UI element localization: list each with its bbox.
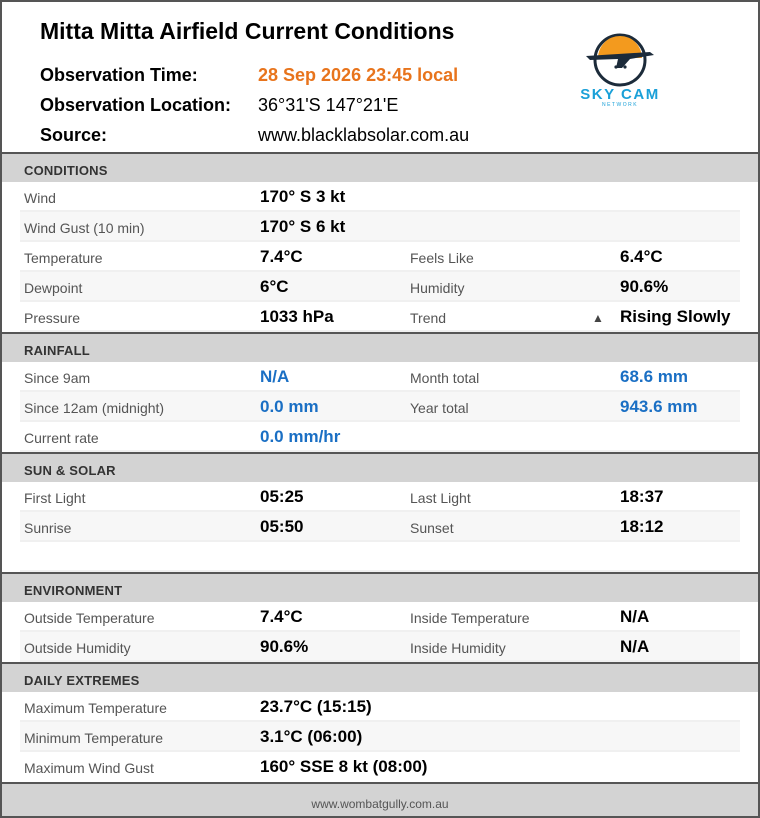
since-9am-value: N/A (260, 367, 290, 386)
row-wind (20, 182, 740, 212)
observation-time-label: Observation Time: (40, 65, 198, 85)
min-temperature-label: Minimum Temperature (24, 730, 164, 746)
row-current-rate (20, 422, 740, 452)
feels-like-value: 6.4°C (620, 247, 663, 266)
observation-location-value: 36°31'S 147°21'E (258, 95, 399, 115)
row-max-temperature (20, 692, 740, 722)
min-temperature-value: 3.1°C (06:00) (260, 727, 363, 746)
year-total-value: 943.6 mm (620, 397, 698, 416)
row-first-light (20, 482, 740, 512)
row-since-9am (20, 362, 740, 392)
max-temperature-label: Maximum Temperature (24, 700, 167, 716)
first-light-label: First Light (24, 490, 86, 506)
row-empty (20, 542, 740, 572)
outside-humidity-label: Outside Humidity (24, 640, 131, 656)
row-temperature (20, 242, 740, 272)
inside-temperature-value: N/A (620, 607, 650, 626)
row-pressure (20, 302, 740, 332)
page-footer (2, 782, 758, 816)
first-light-value: 05:25 (260, 487, 304, 506)
dewpoint-value: 6°C (260, 277, 289, 296)
wind-value: 170° S 3 kt (260, 187, 346, 206)
section-daily-extremes (2, 662, 758, 692)
last-light-value: 18:37 (620, 487, 664, 506)
since-midnight-value: 0.0 mm (260, 397, 319, 416)
row-wind-gust (20, 212, 740, 242)
pressure-label: Pressure (24, 310, 81, 326)
trend-up-arrow-icon: ▲ (592, 311, 604, 325)
section-rainfall (2, 332, 758, 362)
section-conditions (2, 152, 758, 182)
max-temperature-value: 23.7°C (15:15) (260, 697, 372, 716)
since-midnight-label: Since 12am (midnight) (24, 400, 165, 416)
sunrise-value: 05:50 (260, 517, 304, 536)
section-heading: RAINFALL (24, 343, 90, 358)
outside-humidity-value: 90.6% (260, 637, 309, 656)
section-environment (2, 572, 758, 602)
section-sun-solar (2, 452, 758, 482)
humidity-label: Humidity (410, 280, 465, 296)
temperature-label: Temperature (24, 250, 103, 266)
observation-location-label: Observation Location: (40, 95, 232, 115)
max-wind-gust-value: 160° SSE 8 kt (08:00) (260, 757, 428, 776)
month-total-label: Month total (410, 370, 480, 386)
humidity-value: 90.6% (620, 277, 669, 296)
max-wind-gust-label: Maximum Wind Gust (24, 760, 154, 776)
row-sunrise (20, 512, 740, 542)
year-total-label: Year total (410, 400, 469, 416)
sky-cam-logo (570, 30, 670, 110)
logo-text: SKY CAM (580, 86, 660, 103)
wind-gust-value: 170° S 6 kt (260, 217, 346, 236)
outside-temperature-value: 7.4°C (260, 607, 303, 626)
page-title: Mitta Mitta Airfield Current Conditions (40, 18, 455, 44)
sunset-label: Sunset (410, 520, 454, 536)
row-dewpoint (20, 272, 740, 302)
row-since-midnight (20, 392, 740, 422)
feels-like-label: Feels Like (410, 250, 474, 266)
current-rate-value: 0.0 mm/hr (260, 427, 341, 446)
trend-label: Trend (410, 310, 447, 326)
source-label: Source: (40, 125, 108, 145)
section-heading: ENVIRONMENT (24, 583, 123, 598)
outside-temperature-label: Outside Temperature (24, 610, 155, 626)
page-header (2, 2, 758, 152)
row-max-wind-gust (20, 752, 740, 782)
sunset-value: 18:12 (620, 517, 664, 536)
row-outside-temperature (20, 602, 740, 632)
source-link[interactable]: www.blacklabsolar.com.au (258, 125, 470, 145)
sunrise-label: Sunrise (24, 520, 72, 536)
month-total-value: 68.6 mm (620, 367, 689, 386)
logo-subtext: NETWORK (601, 102, 639, 108)
observation-time-value: 28 Sep 2026 23:45 local (258, 65, 459, 85)
temperature-value: 7.4°C (260, 247, 303, 266)
section-heading: DAILY EXTREMES (24, 673, 140, 688)
section-heading: CONDITIONS (24, 163, 108, 178)
inside-humidity-value: N/A (620, 637, 650, 656)
plane-sun-icon (570, 30, 670, 88)
section-heading: SUN & SOLAR (24, 463, 116, 478)
row-outside-humidity (20, 632, 740, 662)
inside-humidity-label: Inside Humidity (410, 640, 506, 656)
since-9am-label: Since 9am (24, 370, 91, 386)
pressure-value: 1033 hPa (260, 307, 334, 326)
wind-gust-label: Wind Gust (10 min) (24, 220, 145, 236)
last-light-label: Last Light (410, 490, 471, 506)
footer-link[interactable]: www.wombatgully.com.au (311, 797, 449, 811)
current-rate-label: Current rate (24, 430, 99, 446)
trend-value: Rising Slowly (620, 307, 731, 326)
row-min-temperature (20, 722, 740, 752)
dewpoint-label: Dewpoint (24, 280, 83, 296)
inside-temperature-label: Inside Temperature (410, 610, 530, 626)
wind-label: Wind (24, 190, 56, 206)
